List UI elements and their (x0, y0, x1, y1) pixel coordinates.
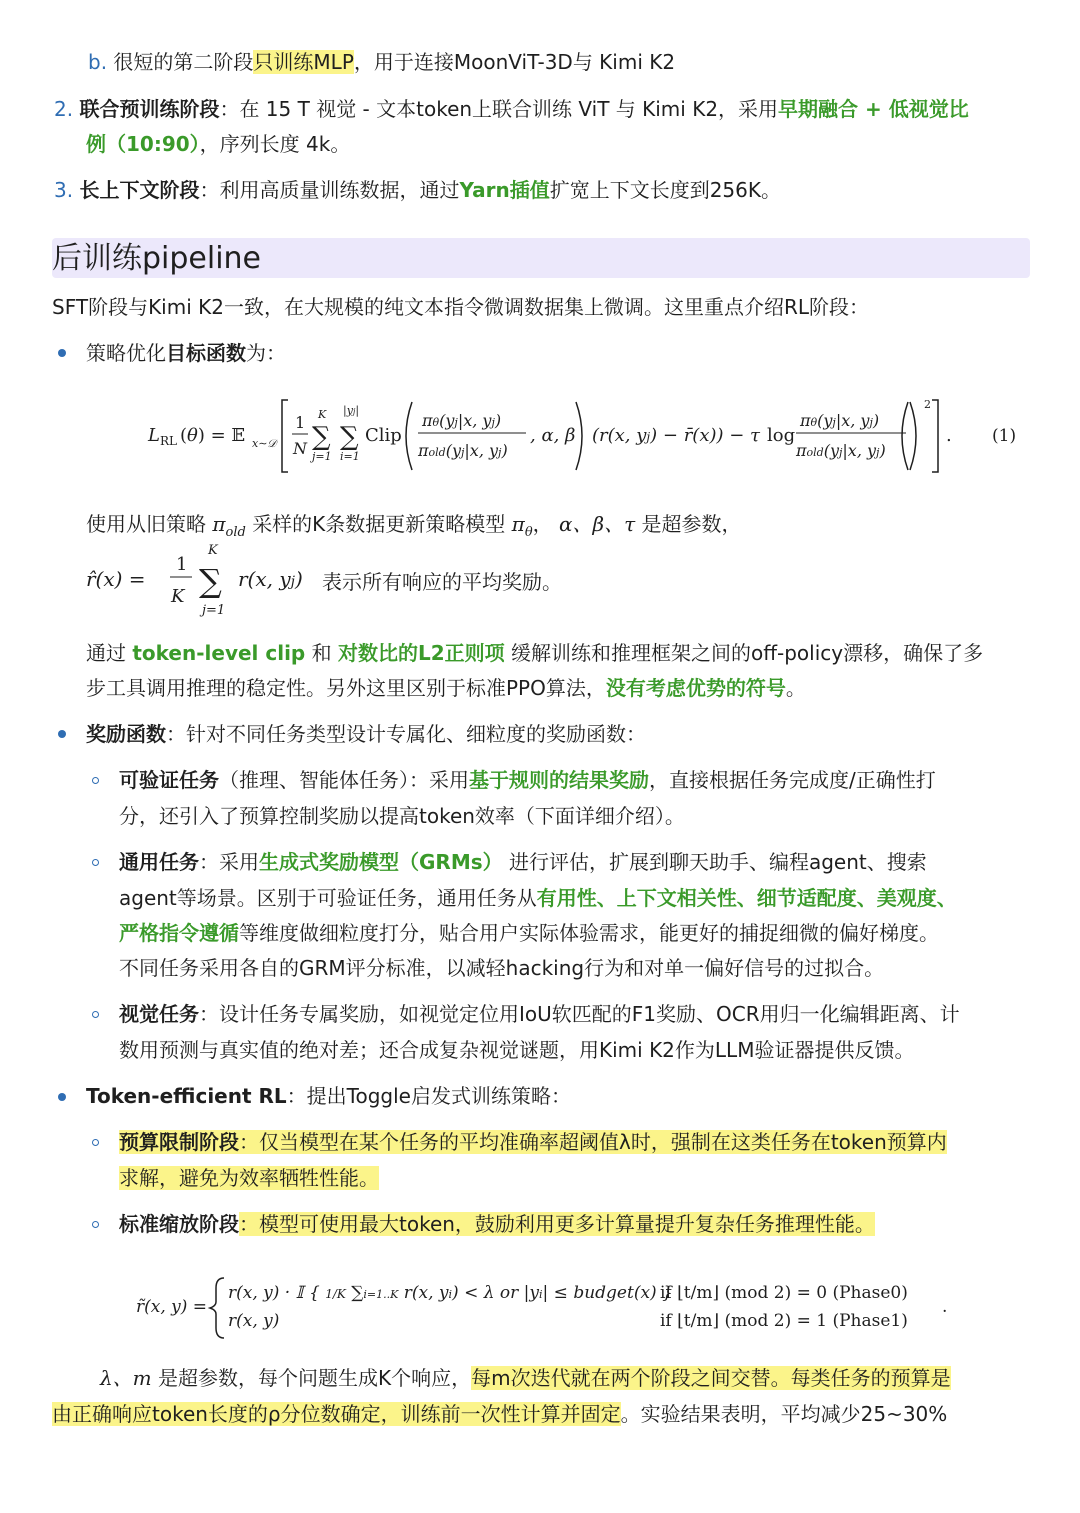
paragraph-hyperparams: λ、m 是超参数，每个问题生成K个响应，每m次迭代就在两个阶段之间交替。每类任务的预算是 (100, 1366, 951, 1390)
svg-text:K: K (171, 586, 185, 607)
objective-equation (140, 390, 1040, 490)
svg-text:πθ(yj|x, yj): πθ(yj|x, yj) (422, 411, 502, 430)
list-item-b: b. 很短的第二阶段只训练MLP，用于连接MoonViT-3D与 Kimi K2 (88, 50, 676, 74)
svg-text:πold(yj|x, yj): πold(yj|x, yj) (418, 441, 508, 460)
paragraph-clip-cont: 步工具调用推理的稳定性。另外这里区别于标准PPO算法，没有考虑优势的符号。 (86, 676, 806, 700)
bullet-dot (58, 730, 66, 738)
paragraph-mean-reward: 表示所有响应的平均奖励。 (322, 570, 562, 594)
sub-verifiable-cont: 分，还引入了预算控制奖励以提高token效率（下面详细介绍）。 (119, 804, 685, 828)
svg-text:(r(x, yj) − r̄(x)) − τ: (r(x, yj) − r̄(x)) − τ (592, 425, 761, 446)
svg-text:K: K (208, 543, 218, 558)
svg-text:∑: ∑ (340, 422, 359, 452)
svg-text:i=1: i=1 (340, 450, 360, 463)
sub-general: 通用任务：采用生成式奖励模型（GRMs） 进行评估，扩展到聊天助手、编程agent、搜索 (119, 850, 927, 874)
svg-text:.: . (946, 425, 952, 446)
sub-bullet (92, 1221, 99, 1228)
section-heading: 后训练pipeline (52, 241, 262, 276)
paragraph-sft: SFT阶段与Kimi K2一致，在大规模的纯文本指令微调数据集上微调。这里重点介绍RL阶段： (52, 295, 870, 319)
list-marker: b. (88, 50, 108, 74)
svg-text:∑: ∑ (199, 562, 222, 600)
sub-budget: 预算限制阶段：仅当模型在某个任务的平均准确率超阈值λ时，强制在这类任务在token预算内 (119, 1130, 947, 1154)
mean-reward-formula (86, 540, 346, 620)
svg-text:j=1: j=1 (312, 450, 332, 463)
svg-text:2: 2 (924, 398, 931, 411)
svg-text:r̃(x, y) =: r̃(x, y) = (136, 1297, 208, 1317)
paragraph-hyperparams-cont: 由正确响应token长度的ρ分位数确定，训练前一次性计算并固定。实验结果表明，平均减少25~30% (52, 1402, 948, 1426)
sub-general-cont1: agent等场景。区别于可验证任务，通用任务从有用性、上下文相关性、细节适配度、美观度、 (119, 886, 957, 910)
sub-general-cont2: 严格指令遵循等维度做细粒度打分，贴合用户实际体验需求，能更好的捕捉细微的偏好梯度。 (119, 921, 939, 945)
sub-bullet (92, 777, 99, 784)
sub-visual: 视觉任务：设计任务专属奖励，如视觉定位用IoU软匹配的F1奖励、OCR用归一化编辑距离、计 (119, 1002, 960, 1026)
bullet-token-efficient: Token-efficient RL：提出Toggle启发式训练策略： (86, 1084, 571, 1108)
sub-budget-cont: 求解，避免为效率牺牲性能。 (119, 1166, 379, 1190)
svg-text:RL: RL (160, 434, 178, 448)
bullet-objective: 策略优化目标函数为： (86, 341, 286, 365)
svg-text:(θ) = 𝔼: (θ) = 𝔼 (180, 425, 246, 446)
svg-text:N: N (293, 439, 307, 458)
paragraph-clip: 通过 token-level clip 和 对数比的L2正则项 缓解训练和推理框架之间的off-policy漂移，确保了多 (86, 641, 984, 665)
list-item-2: 2. 联合预训练阶段：在 15 T 视觉 - 文本token上联合训练 ViT 与 Kimi K2，采用早期融合 + 低视觉比 (54, 97, 969, 121)
svg-text:, α, β: , α, β (530, 425, 576, 446)
sub-scaling: 标准缩放阶段：模型可使用最大token，鼓励利用更多计算量提升复杂任务推理性能。 (119, 1212, 875, 1236)
list-item-2-cont: 例（10:90），序列长度 4k。 (86, 132, 351, 156)
svg-text:1: 1 (295, 413, 306, 432)
sub-verifiable: 可验证任务（推理、智能体任务）：采用基于规则的结果奖励，直接根据任务完成度/正确性打 (119, 768, 936, 792)
bullet-dot (58, 349, 66, 357)
svg-text:K: K (318, 408, 327, 421)
svg-text:|yj|: |yj| (343, 404, 360, 417)
svg-text:r(x, y) · 𝕀 { 1/K ∑i=1..K r(x: r(x, y) · 𝕀 { 1/K ∑i=1..K r(x, yi) < λ or |yi| ≤ budget(x) } (228, 1283, 673, 1303)
svg-text:Clip: Clip (365, 425, 402, 446)
bullet-reward: 奖励函数：针对不同任务类型设计专属化、细粒度的奖励函数： (86, 722, 646, 746)
bullet-dot (58, 1093, 66, 1101)
sub-general-cont3: 不同任务采用各自的GRM评分标准，以减轻hacking行为和对单一偏好信号的过拟合。 (119, 956, 885, 980)
svg-text:j=1: j=1 (202, 603, 226, 618)
svg-text:πold(yj|x, yj): πold(yj|x, yj) (796, 441, 886, 460)
paragraph-policy: 使用从旧策略 $\pi_{old}$ 采样的K条数据更新策略模型 $\pi_\theta$， α、β、τ 是超参数， (86, 512, 742, 540)
svg-text:1: 1 (176, 554, 188, 575)
list-marker: 2. (54, 97, 74, 121)
phase0-condition: if ⌊t/m⌋ (mod 2) = 0 (Phase0) (660, 1283, 908, 1303)
phase1-condition: if ⌊t/m⌋ (mod 2) = 1 (Phase1) (660, 1311, 908, 1331)
svg-text:πθ(yj|x, yj): πθ(yj|x, yj) (800, 411, 880, 430)
list-marker: 3. (54, 178, 74, 202)
sub-bullet (92, 859, 99, 866)
svg-text:∑: ∑ (312, 422, 331, 452)
svg-text:r̂(x) =: r̂(x) = (86, 567, 146, 591)
list-item-3: 3. 长上下文阶段：利用高质量训练数据，通过Yarn插值扩宽上下文长度到256K。 (54, 178, 781, 202)
svg-text:log: log (767, 425, 796, 446)
svg-text:r(x, yj): r(x, yj) (238, 567, 303, 591)
sub-bullet (92, 1011, 99, 1018)
toggle-reward-equation (136, 1268, 966, 1348)
sub-bullet (92, 1139, 99, 1146)
sub-visual-cont: 数用预测与真实值的绝对差；还合成复杂视觉谜题，用Kimi K2作为LLM验证器提供反馈。 (119, 1038, 915, 1062)
svg-text:x∼𝒟: x∼𝒟 (252, 437, 277, 450)
svg-text:L: L (148, 425, 160, 446)
svg-text:.: . (942, 1297, 948, 1317)
svg-text:r(x, y): r(x, y) (228, 1311, 280, 1331)
equation-number: (1) (992, 426, 1017, 446)
